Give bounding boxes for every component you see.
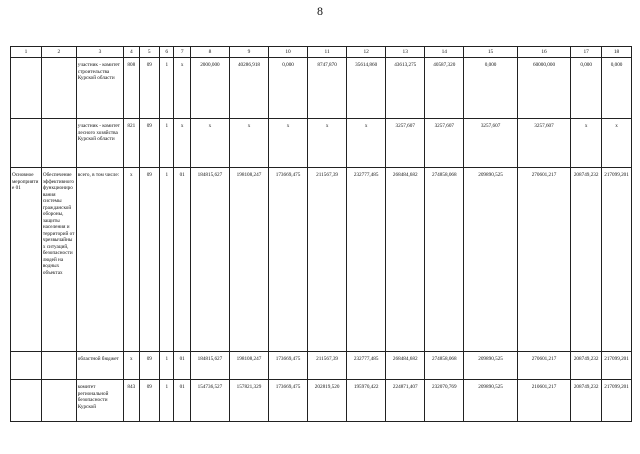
gov-code-cell: 821 xyxy=(124,119,139,168)
value-cell: 210601,217 xyxy=(517,380,570,422)
value-cell: х xyxy=(190,119,229,168)
participant-cell: участник - комитет лесного хозяйства Курской области xyxy=(76,119,123,168)
value-cell: 35614,860 xyxy=(347,58,386,119)
table-row xyxy=(11,168,632,352)
page-number: 8 xyxy=(317,4,323,18)
participant-cell: областной бюджет xyxy=(76,352,123,380)
value-cell: 217099,201 xyxy=(602,352,632,380)
value-cell: 3257,607 xyxy=(386,119,425,168)
value-cell: 40587,320 xyxy=(425,58,464,119)
header-row xyxy=(11,47,632,58)
value-cell: 217099,201 xyxy=(602,380,632,422)
value-cell: х xyxy=(269,119,308,168)
program-code-cell: 1 xyxy=(160,168,174,352)
value-cell: 270601,217 xyxy=(517,168,570,352)
value-cell: 208749,232 xyxy=(571,168,602,352)
value-cell: 195970,422 xyxy=(347,380,386,422)
value-cell: 209890,525 xyxy=(464,168,517,352)
table-row xyxy=(11,380,632,422)
description-cell: Обеспечение эффективного функционирования системы гражданской обороны, защиты населения и территорий от чрезвычайных ситуаций, безопасности людей на водных объектах xyxy=(41,168,76,352)
table-row xyxy=(11,352,632,380)
value-cell: 184815,627 xyxy=(190,352,229,380)
header-cell: 14 xyxy=(425,47,464,58)
value-cell: 173669,475 xyxy=(269,380,308,422)
value-cell: 2000,000 xyxy=(190,58,229,119)
event-code-cell: х xyxy=(174,58,190,119)
value-cell: 211567,39 xyxy=(308,352,347,380)
value-cell: х xyxy=(308,119,347,168)
header-cell: 10 xyxy=(269,47,308,58)
value-cell: 154736,527 xyxy=(190,380,229,422)
value-cell: 224871,407 xyxy=(386,380,425,422)
header-cell: 9 xyxy=(229,47,268,58)
value-cell: 173669,475 xyxy=(269,352,308,380)
event-code-cell: х xyxy=(174,119,190,168)
participant-cell: комитет региональной безопасности Курской xyxy=(76,380,123,422)
gov-code-cell: х xyxy=(124,168,139,352)
value-cell: 3257,607 xyxy=(464,119,517,168)
gov-code-cell: 843 xyxy=(124,380,139,422)
value-cell: 209890,525 xyxy=(464,352,517,380)
value-cell: 232777,485 xyxy=(347,168,386,352)
table-row xyxy=(11,58,632,119)
value-cell: 208749,232 xyxy=(571,380,602,422)
value-cell: 0,000 xyxy=(571,58,602,119)
value-cell: 173669,475 xyxy=(269,168,308,352)
event-code-cell: 01 xyxy=(174,168,190,352)
participant-cell: всего, в том числе: xyxy=(76,168,123,352)
value-cell: х xyxy=(229,119,268,168)
header-cell: 17 xyxy=(571,47,602,58)
value-cell: 202819,520 xyxy=(308,380,347,422)
header-cell: 7 xyxy=(174,47,190,58)
header-cell: 16 xyxy=(517,47,570,58)
description-cell xyxy=(41,58,76,119)
value-cell: 274858,068 xyxy=(425,168,464,352)
header-cell: 8 xyxy=(190,47,229,58)
value-cell: 0,000 xyxy=(464,58,517,119)
event-code-cell: 01 xyxy=(174,352,190,380)
value-cell: 268484,682 xyxy=(386,168,425,352)
value-cell: 60000,000 xyxy=(517,58,570,119)
gov-code-cell: 808 xyxy=(124,58,139,119)
event-code-cell: 01 xyxy=(174,380,190,422)
header-cell: 4 xyxy=(124,47,139,58)
section-code-cell: 09 xyxy=(139,58,160,119)
value-cell: х xyxy=(602,119,632,168)
description-cell xyxy=(41,352,76,380)
value-cell: 208749,232 xyxy=(571,352,602,380)
description-cell xyxy=(41,380,76,422)
section-code-cell: 09 xyxy=(139,119,160,168)
header-cell: 13 xyxy=(386,47,425,58)
gov-code-cell: х xyxy=(124,352,139,380)
section-code-cell: 09 xyxy=(139,168,160,352)
value-cell: 184815,627 xyxy=(190,168,229,352)
value-cell: х xyxy=(347,119,386,168)
value-cell: 0,000 xyxy=(602,58,632,119)
value-cell: х xyxy=(571,119,602,168)
header-cell: 1 xyxy=(11,47,42,58)
budget-table xyxy=(10,46,632,422)
header-cell: 3 xyxy=(76,47,123,58)
row-number-cell xyxy=(11,352,42,380)
value-cell: 198108,247 xyxy=(229,168,268,352)
program-code-cell: 1 xyxy=(160,58,174,119)
header-cell: 11 xyxy=(308,47,347,58)
value-cell: 209890,525 xyxy=(464,380,517,422)
table-row xyxy=(11,119,632,168)
value-cell: 3257,607 xyxy=(517,119,570,168)
value-cell: 43613,275 xyxy=(386,58,425,119)
value-cell: 232777,485 xyxy=(347,352,386,380)
section-code-cell: 09 xyxy=(139,352,160,380)
value-cell: 217099,201 xyxy=(602,168,632,352)
value-cell: 157821,329 xyxy=(229,380,268,422)
participant-cell: участник - комитет строительства Курской области xyxy=(76,58,123,119)
description-cell xyxy=(41,119,76,168)
header-cell: 5 xyxy=(139,47,160,58)
row-number-cell xyxy=(11,58,42,119)
header-cell: 6 xyxy=(160,47,174,58)
program-code-cell: 1 xyxy=(160,119,174,168)
header-cell: 18 xyxy=(602,47,632,58)
value-cell: 3257,607 xyxy=(425,119,464,168)
header-cell: 2 xyxy=(41,47,76,58)
value-cell: 268484,682 xyxy=(386,352,425,380)
section-code-cell: 09 xyxy=(139,380,160,422)
value-cell: 211567,39 xyxy=(308,168,347,352)
program-code-cell: 1 xyxy=(160,380,174,422)
value-cell: 270601,217 xyxy=(517,352,570,380)
header-cell: 15 xyxy=(464,47,517,58)
row-number-cell xyxy=(11,380,42,422)
row-number-cell: Основное мероприятие 01 xyxy=(11,168,42,352)
program-code-cell: 1 xyxy=(160,352,174,380)
value-cell: 8747,870 xyxy=(308,58,347,119)
value-cell: 232070,769 xyxy=(425,380,464,422)
value-cell: 274858,068 xyxy=(425,352,464,380)
value-cell: 40286,918 xyxy=(229,58,268,119)
value-cell: 198108,247 xyxy=(229,352,268,380)
row-number-cell xyxy=(11,119,42,168)
header-cell: 12 xyxy=(347,47,386,58)
value-cell: 0,000 xyxy=(269,58,308,119)
